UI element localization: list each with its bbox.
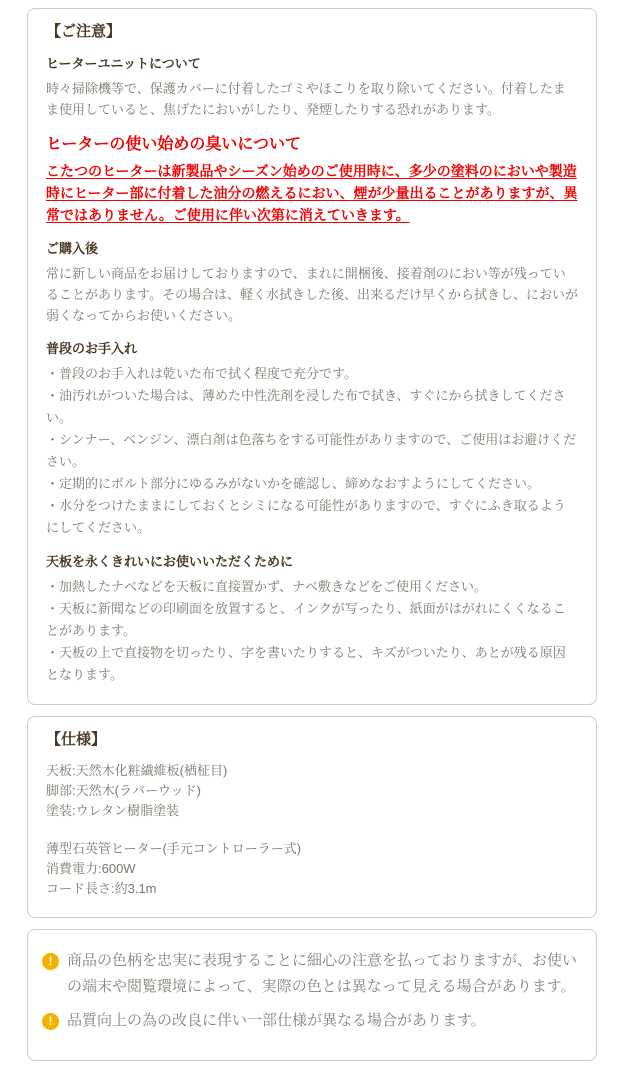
section-after-purchase-body: 常に新しい商品をお届けしておりますので、まれに開梱後、接着剤のにおい等が残っていることがあります。その場合は、軽く水拭きした後、出来るだけ早くから拭きし、においが弱くなってからお使いください。 [46, 266, 578, 323]
spec-tabletop: 天板:天然木化粧繊維板(楢柾目) [46, 763, 228, 778]
footnote-text: 商品の色柄を忠実に表現することに細心の注意を払っておりますが、お使いの端末や閲覧環境によって、実際の色とは異なって見える場合があります。 [67, 952, 578, 995]
specs-box [27, 716, 597, 918]
spec-power: 消費電力:600W [46, 861, 136, 876]
specs-heater [46, 839, 578, 899]
section-after-purchase-heading: ご購入後 [46, 241, 99, 256]
section-heater-smell-heading: ヒーターの使い始めの臭いについて [46, 136, 302, 153]
spec-coating: 塗装:ウレタン樹脂塗装 [46, 803, 180, 818]
section-heater-unit-heading: ヒーターユニットについて [46, 56, 201, 71]
section-daily-care-heading: 普段のお手入れ [46, 341, 138, 356]
spec-cord-length: コード長さ:約3.1m [46, 881, 157, 896]
care-list-item: ・定期的にボルト部分にゆるみがないかを確認し、締めなおすようにしてください。 [46, 476, 541, 491]
spec-heater-type: 薄型石英管ヒーター(手元コントローラー式) [46, 841, 302, 856]
section-heater-smell-body: こたつのヒーターは新製品やシーズン始めのご使用時に、多少の塗料のにおいや製造時にヒーター部に付着した油分の燃えるにおい、煙が少量出ることがありますが、異常ではありません。ご使用に伴い次第に消えていきます。 [46, 163, 578, 223]
exclamation-circle-icon: ! [42, 1013, 59, 1030]
section-daily-care [46, 340, 578, 539]
care-list-item: ・油汚れがついた場合は、薄めた中性洗剤を浸した布で拭き、すぐにから拭きしてください。 [46, 388, 566, 425]
section-after-purchase [46, 240, 578, 326]
care-list-item: ・水分をつけたままにしておくとシミになる可能性がありますので、すぐにふき取るようにしてください。 [46, 498, 566, 535]
specs-materials [46, 761, 578, 821]
spec-legs: 脚部:天然木(ラバーウッド) [46, 783, 202, 798]
footnote-color-disclaimer [42, 948, 578, 1000]
care-list-item: ・加熱したナベなどを天板に直接置かず、ナベ敷きなどをご使用ください。 [46, 579, 487, 594]
section-heater-smell [46, 134, 578, 226]
section-tabletop-care [46, 553, 578, 686]
notice-title: 【ご注意】 [46, 23, 122, 40]
footnotes-box [27, 929, 597, 1061]
care-list-item: ・普段のお手入れは乾いた布で拭く程度で充分です。 [46, 366, 357, 381]
section-heater-unit-body: 時々掃除機等で、保護カバーに付着したゴミやほこりを取り除いてください。付着したまま使用していると、焦げたにおいがしたり、発煙したりする恐れがあります。 [46, 81, 566, 117]
exclamation-circle-icon: ! [42, 953, 59, 970]
section-tabletop-care-heading: 天板を永くきれいにお使いいただくために [46, 554, 294, 569]
spec-spacer [46, 821, 578, 839]
care-list-item: ・天板の上で直接物を切ったり、字を書いたりすると、キズがついたり、あとが残る原因となります。 [46, 645, 566, 682]
specs-title: 【仕様】 [46, 731, 107, 748]
care-list-item: ・シンナー、ベンジン、漂白剤は色落ちをする可能性がありますので、ご使用はお避けください。 [46, 432, 577, 469]
care-list-item: ・天板に新聞などの印刷面を放置すると、インクが写ったり、紙面がはがれにくくなることがあります。 [46, 601, 566, 638]
footnote-text: 品質向上の為の改良に伴い一部仕様が異なる場合があります。 [67, 1012, 486, 1029]
section-heater-unit [46, 55, 578, 120]
notice-box [27, 8, 597, 705]
footnote-spec-change [42, 1008, 578, 1034]
